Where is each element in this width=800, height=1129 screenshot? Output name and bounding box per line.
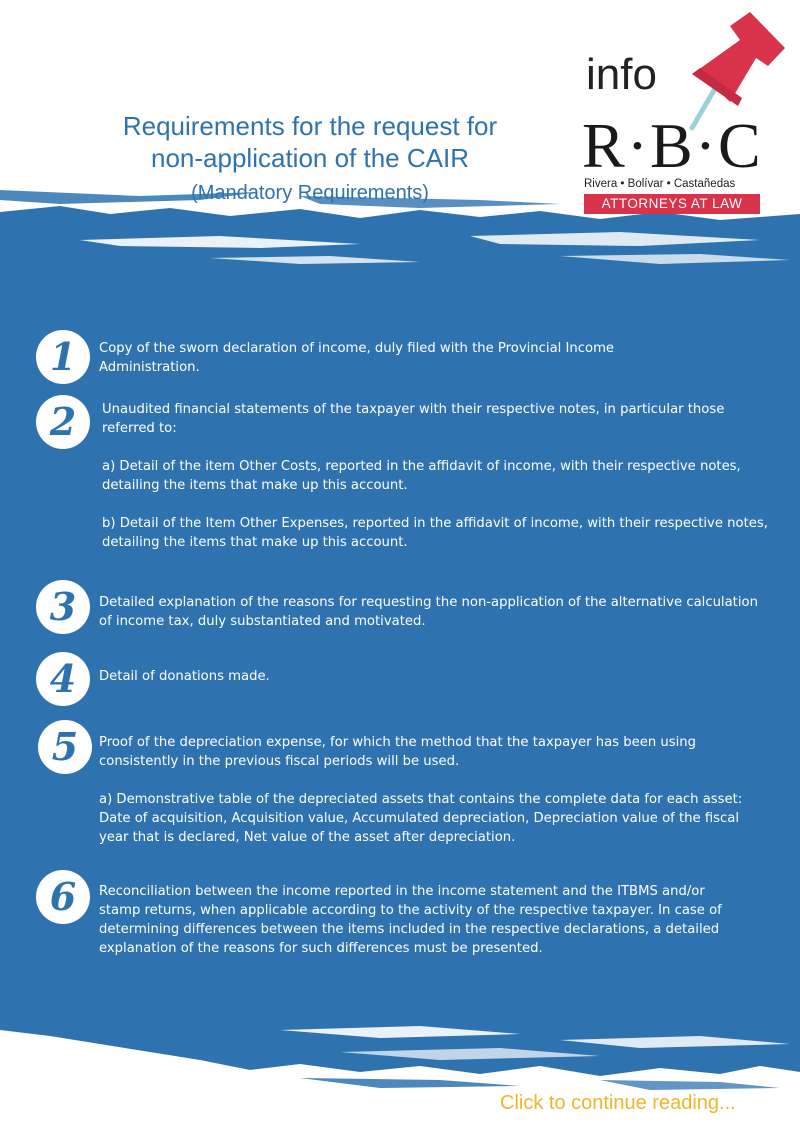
requirement-text: Proof of the depreciation expense, for which the method that the taxpayer has been using consistently in the previous fiscal periods will be used. (99, 735, 697, 769)
rbc-logo (580, 10, 795, 220)
title-line-1: Requirements for the request for (122, 111, 498, 141)
number-badge-2: 2 (36, 395, 90, 449)
requirement-subitem: a) Detail of the item Other Costs, reported in the affidavit of income, with their respective notes, detailing the items that make up this account. (102, 459, 741, 493)
subtitle: (Mandatory Requirements) (191, 182, 429, 204)
requirement-3 (99, 593, 767, 631)
title-line-2: non-application of the CAIR (151, 143, 469, 173)
requirement-1 (99, 339, 699, 377)
requirement-text: Unaudited financial statements of the taxpayer with their respective notes, in particular those referred to: (102, 402, 725, 436)
requirement-text: Reconciliation between the income reported in the income statement and the ITBMS and/or stamp returns, when applicable according to the activity of the respective taxpayer. In case of determining differences between the items included in the respective declarations, a detailed explanation of the reasons for such differences must be presented. (99, 884, 722, 956)
requirement-5 (99, 733, 771, 847)
number-badge-4: 4 (36, 652, 90, 706)
logo-tagline: ATTORNEYS AT LAW (584, 194, 760, 214)
requirement-text: Detailed explanation of the reasons for requesting the non-application of the alternative calculation of income tax, duly substantiated and motivated. (99, 595, 758, 629)
requirement-6 (99, 882, 749, 958)
logo-info-text: info (586, 50, 657, 99)
requirement-text: Copy of the sworn declaration of income, duly filed with the Provincial Income Administration. (99, 341, 615, 375)
logo-partner-names: Rivera • Bolívar • Castañedas (584, 178, 736, 190)
page-title (40, 110, 580, 208)
number-badge-1: 1 (36, 330, 90, 384)
continue-reading-link[interactable]: Click to continue reading... (500, 1092, 736, 1114)
number-badge-3: 3 (36, 580, 90, 634)
requirement-subitem: a) Demonstrative table of the depreciated assets that contains the complete data for each asset: Date of acquisition, Acquisition value, Accumulated depreciation, Depreciation value of the fiscal year that is declared, Net value of the asset after depreciation. (99, 792, 743, 845)
requirement-2 (102, 400, 780, 552)
requirement-subitem: b) Detail of the Item Other Expenses, reported in the affidavit of income, with their respective notes, detailing the items that make up this account. (102, 516, 768, 550)
number-badge-5: 5 (38, 720, 92, 774)
requirement-text: Detail of donations made. (99, 669, 270, 684)
logo-rbc-text: R·B·C (582, 110, 763, 181)
number-badge-6: 6 (36, 870, 90, 924)
requirement-4 (99, 667, 699, 686)
